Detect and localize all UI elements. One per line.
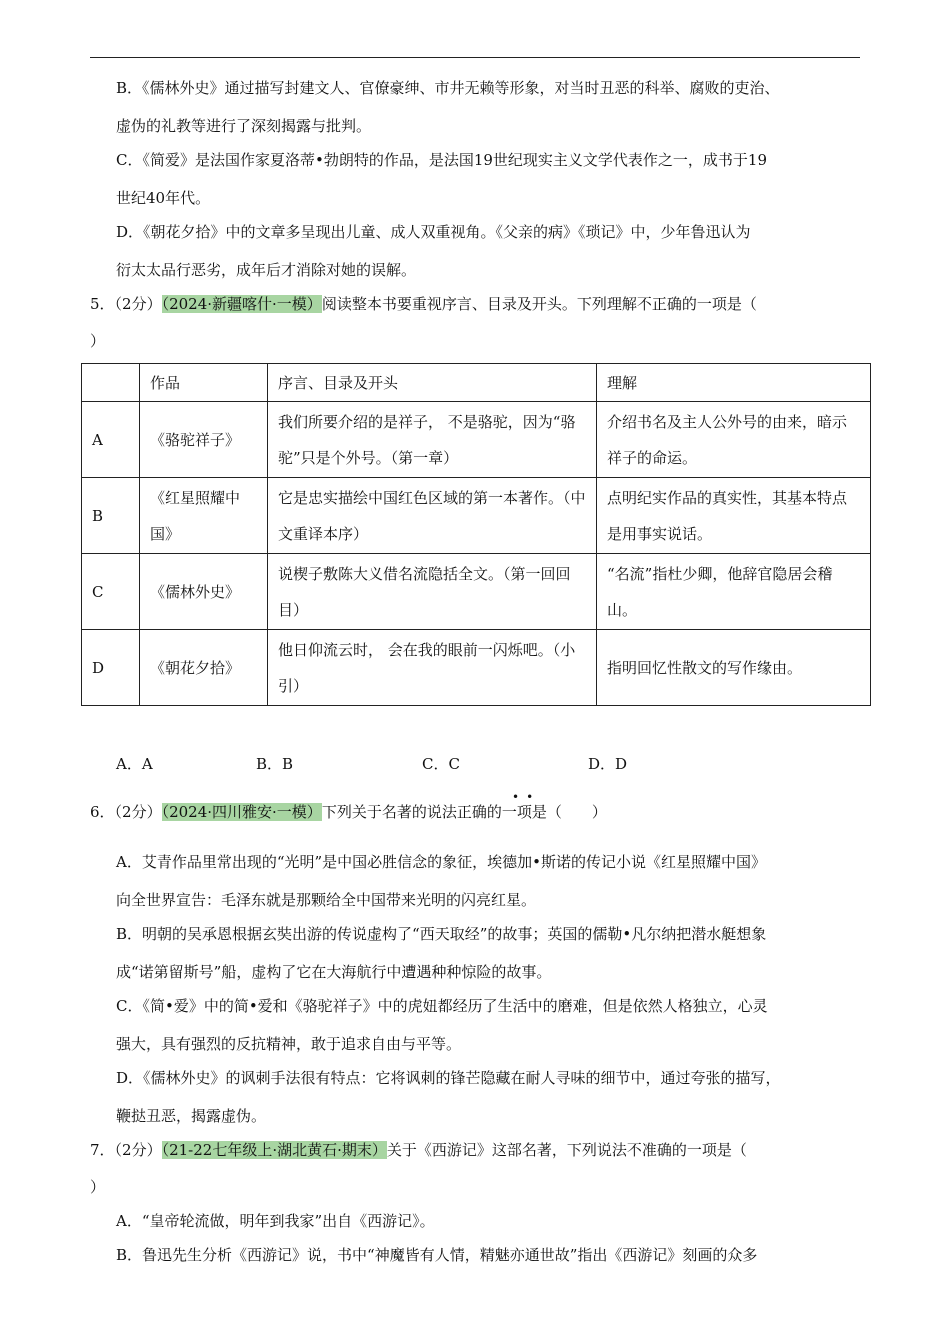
q6-option-d-line2: 鞭挞丑恶，揭露虚伪。 (116, 1107, 267, 1125)
table-header-cell: 序言、目录及开头 (268, 364, 597, 402)
q7-number: 7．（2分） (90, 1141, 162, 1159)
q6-question: 下列关于名著的说法正确的一项是（ ） (321, 803, 607, 821)
q5-question: 阅读整本书要重视序言、目录及开头。下列理解不正确的一项是（ (321, 295, 757, 313)
table-cell: 说楔子敷陈大义借名流隐括全文。（第一回回目） (268, 554, 597, 630)
table-cell: 我们所要介绍的是祥子， 不是骆驼，因为“骆驼”只是个外号。（第一章） (268, 402, 597, 478)
q7-stem (90, 1140, 747, 1160)
q5-option-d: D．D (588, 755, 628, 773)
q4-option-c-line1: C．《简爱》是法国作家夏洛蒂•勃朗特的作品，是法国19世纪现实主义文学代表作之一，成书于19 (116, 151, 768, 169)
table-cell: 介绍书名及主人公外号的由来，暗示祥子的命运。 (597, 402, 871, 478)
q5-number: 5．（2分） (90, 295, 162, 313)
q7-stem-end: ） (90, 1178, 106, 1196)
table-cell: 指明回忆性散文的写作缘由。 (597, 630, 871, 706)
q6-option-d-line1: D．《儒林外史》的讽刺手法很有特点：它将讽刺的锋芒隐藏在耐人寻味的细节中，通过夸张的描写， (116, 1069, 781, 1087)
table-cell: 《红星照耀中国》 (140, 478, 268, 554)
table-row (82, 630, 871, 706)
q6-option-c-line1: C．《简•爱》中的简•爱和《骆驼祥子》中的虎妞都经历了生活中的磨难，但是依然人格独立，心灵 (116, 997, 768, 1015)
q7-question: 关于《西游记》这部名著，下列说法不准确的一项是（ (386, 1141, 747, 1159)
q6-option-a-line2: 向全世界宣告：毛泽东就是那颗给全中国带来光明的闪亮红星。 (116, 891, 537, 909)
table-cell: 点明纪实作品的真实性，其基本特点是用事实说话。 (597, 478, 871, 554)
table-cell: C (82, 554, 140, 630)
q4-option-b-line2: 虚伪的礼教等进行了深刻揭露与批判。 (116, 117, 372, 135)
q5-option-b: B．B (256, 755, 294, 773)
table-cell: 他日仰流云时， 会在我的眼前一闪烁吧。（小引） (268, 630, 597, 706)
q5-source-tag: （2024·新疆喀什·一模） (161, 295, 322, 313)
table-cell: 《朝花夕拾》 (140, 630, 268, 706)
q6-stem (90, 802, 607, 822)
header-rule (90, 57, 860, 58)
table-cell: 它是忠实描绘中国红色区域的第一本著作。（中文重译本序） (268, 478, 597, 554)
q6-number: 6．（2分） (90, 803, 162, 821)
table-cell: B (82, 478, 140, 554)
table-row (82, 402, 871, 478)
q5-option-a: A．A (116, 755, 153, 773)
q7-option-b-line1: B．鲁迅先生分析《西游记》说，书中“神魔皆有人情，精魅亦通世故”指出《西游记》刻画的众多 (116, 1246, 758, 1264)
table-header-row (82, 364, 871, 402)
q4-option-d-line1: D．《朝花夕拾》中的文章多呈现出儿童、成人双重视角。《父亲的病》《琐记》中，少年鲁迅认为 (116, 223, 751, 241)
q4-option-b-line1: B．《儒林外史》通过描写封建文人、官僚豪绅、市井无赖等形象，对当时丑恶的科举、腐败的吏治、 (116, 79, 780, 97)
emphasis-dots: •• (512, 790, 541, 804)
q5-option-c: C．C (422, 755, 460, 773)
q5-stem (90, 294, 757, 314)
table-cell: “名流”指杜少卿，他辞官隐居会稽山。 (597, 554, 871, 630)
q6-option-c-line2: 强大，具有强烈的反抗精神，敢于追求自由与平等。 (116, 1035, 462, 1053)
q7-source-tag: （21-22七年级上·湖北黄石·期末） (161, 1141, 387, 1159)
q6-option-b-line1: B．明朝的吴承恩根据玄奘出游的传说虚构了“西天取经”的故事；英国的儒勒•凡尔纳把潜水艇想象 (116, 925, 767, 943)
q6-option-a-line1: A．艾青作品里常出现的“光明”是中国必胜信念的象征，埃德加•斯诺的传记小说《红星照耀中国》 (116, 853, 767, 871)
q6-option-b-line2: 成“诺第留斯号”船，虚构了它在大海航行中遭遇种种惊险的故事。 (116, 963, 552, 981)
q5-table (81, 363, 871, 706)
table-cell: 《骆驼祥子》 (140, 402, 268, 478)
q4-option-c-line2: 世纪40年代。 (116, 189, 211, 207)
table-row (82, 554, 871, 630)
table-header-cell: 理解 (597, 364, 871, 402)
table-cell: 《儒林外史》 (140, 554, 268, 630)
table-cell: D (82, 630, 140, 706)
table-header-cell (82, 364, 140, 402)
q6-source-tag: （2024·四川雅安·一模） (161, 803, 322, 821)
table-cell: A (82, 402, 140, 478)
q7-option-a-line1: A．“皇帝轮流做，明年到我家”出自《西游记》。 (116, 1212, 435, 1230)
table-header-cell: 作品 (140, 364, 268, 402)
q4-option-d-line2: 衍太太品行恶劣，成年后才消除对她的误解。 (116, 261, 417, 279)
q5-stem-end: ） (90, 332, 106, 350)
table-row (82, 478, 871, 554)
